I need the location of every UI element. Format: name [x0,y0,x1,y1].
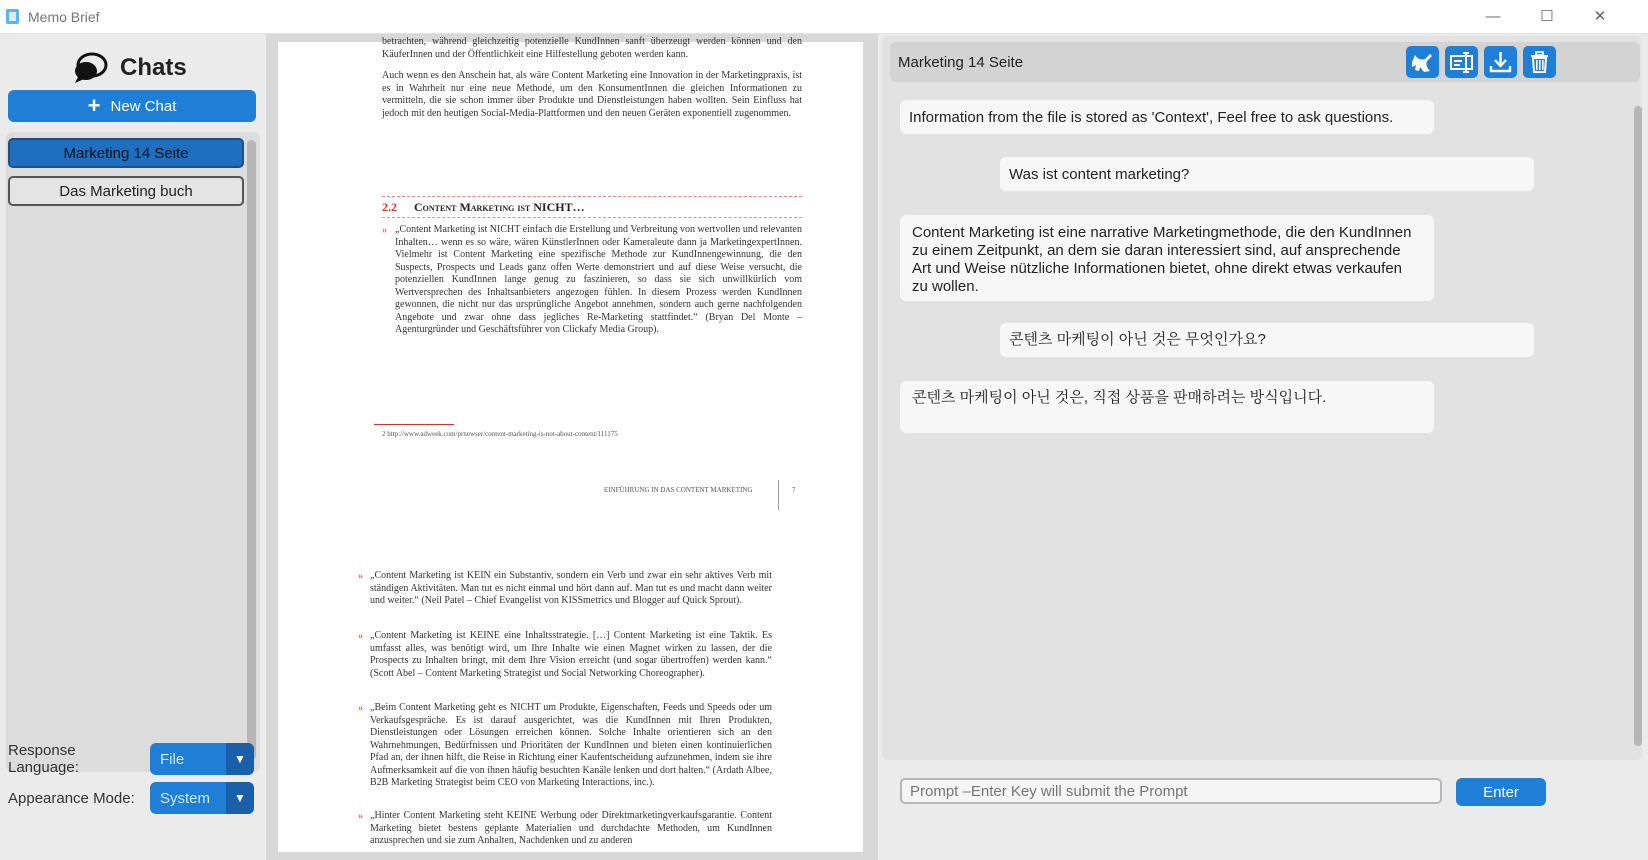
plus-icon: + [87,93,101,118]
chat-panel [880,34,1648,860]
document-page [278,36,863,852]
enter-button[interactable]: Enter [1456,778,1546,806]
section-heading [382,196,802,218]
window-title: Memo Brief [28,9,100,25]
context-button[interactable] [1445,46,1478,78]
footnote-rule [374,424,454,425]
doc-footnote: 2 http://www.adweek.com/prnewser/content-marketing-is-not-about-content/111175 [382,430,618,438]
doc-quote-3: „Content Marketing ist KEINE eine Inhaltsstrategie. […] Content Marketing ist eine Taktik. Es umfasst alles, was benötigt wird, um Ihre Inhalte wie einen Magnet wirken zu lassen, der die Prospects zu Inhalten bringt, mit dem Ihre Vision erreicht (und sogar übertroffen) werden kann.“ (Scott Abel – Content Marketing Strategist und Social Networking Choreographer). [370,630,772,679]
appearance-mode-label: Appearance Mode: [8,789,135,807]
chevron-down-icon[interactable]: ▼ [226,782,254,814]
running-head: EINFÜHRUNG IN DAS CONTENT MARKETING [604,486,753,494]
app-icon [6,9,19,24]
document-viewer [266,34,878,860]
chat-list-scrollbar[interactable] [247,140,256,760]
chats-header [72,48,187,88]
message-user: Was ist content marketing? [1000,157,1534,191]
chat-scrollbar[interactable] [1634,106,1642,746]
chat-title: Marketing 14 Seite [898,54,1024,71]
message-assistant: 콘텐츠 마케팅이 아닌 것은, 직접 상품을 판매하려는 방식입니다. [900,381,1434,433]
doc-quote-4: „Beim Content Marketing geht es NICHT um Produkte, Eigenschaften, Feeds und Speeds oder um Verkaufsgespräche. Es ist darauf ausgerichtet, was die KundInnen mit Ihren Produkten, Dienstleistungen oder Lösungen erreichen können. Solche Inhalte orientieren sich an den Wahrnehmungen, Bedürfnissen und Prioritäten der KundInnen und bieten einen kontinuierlichen Pfad an, der ihnen hilft, die Reise in Richtung einer Kaufentscheidung aufzunehmen, indem sie ihre Aufmerksamkeit auf die von ihnen häufig besuchten Kanäle lenken und dort halten.“ (Ardath Albee, B2B Marketing Strategist beim CEO von Marketing Interactions, inc.). [370,702,772,788]
section-number: 2.2 [382,200,397,214]
message-assistant: Content Marketing ist eine narrative Marketingmethode, die den KundInnen zu einem Zeitpunkt, an dem sie daran interessiert sind, auf ansprechende Art und Weise nützliche Informationen bietet, ohne direkt etwas verkaufen zu wollen. [900,215,1434,301]
chat-area [882,36,1642,760]
context-icon [1445,46,1478,78]
chevron-down-icon[interactable]: ▼ [226,743,254,775]
download-icon [1484,46,1517,78]
response-language-value: File [160,750,185,768]
new-chat-button[interactable] [8,90,256,122]
bullet-marker: » [358,631,363,642]
bullet-marker: » [358,703,363,714]
clear-chat-button[interactable] [1406,46,1439,78]
chat-item-marketing-14-seite[interactable]: Marketing 14 Seite [8,138,244,168]
close-button[interactable]: ✕ [1593,8,1607,25]
page-number: 7 [792,486,796,494]
doc-quote-5: „Hinter Content Marketing steht KEINE Werbung oder Direktmarketingverkaufsgarantie. Content Marketing bietet bestens geplante Materialien und durchdachte Methoden, um KundInnen anzusprechen und sie zum Anhalten, Nachdenken und zu anderen [370,810,772,846]
doc-quote-1: „Content Marketing ist NICHT einfach die Erstellung und Verbreitung von wertvollen und relevanten Inhalten… wenn es so wäre, wären KünstlerInnen oder Kameraleute dann ja MarketingexpertInnen. Vielmehr ist Content Marketing eine spezifische Methode zur KundInnengewinnung, die den Suspects, Prospects und Leads ganz offen Werte demonstriert und auf diese Weise versucht, die potenziellen KundInnen lange genug zu faszinieren, so dass sie sich unwillkürlich vom Wertversprechen des Inhaltsanbieters angezogen fühlen. In diesem Prozess werden KundInnen gewonnen, die nicht nur das ursprüngliche Angebot annehmen, sondern auch gerne nachfolgenden Angebote und zwar ohne dass jegliches Re-Marketing stattfindet.“ (Bryan Del Monte – Agenturgründer und Geschäftsführer von Clickafy Media Group). [395,224,802,335]
appearance-mode-row [8,782,254,814]
doc-paragraph-intro: Auch wenn es den Anschein hat, als wäre Content Marketing eine Innovation in der Marketingpraxis, ist es in Wahrheit nur eine neue Methode, um den KonsumentInnen die gleichen Informationen zu vermitteln, die sie schon immer über Produkte und Dienstleistungen haben wollten. Sein Einfluss hat jedoch mit den heutigen Social-Media-Plattformen und den neuen Geräten exponentiell zugenommen. [382,70,802,119]
bullet-marker: » [358,571,363,582]
doc-fragment-top: betrachten, während gleichzeitig potenzielle KundInnen sanft überzeugt werden können und den KäuferInnen und der Öffentlichkeit eine Hilfestellung geboten werden kann. [382,36,802,60]
trash-icon [1523,46,1556,78]
chat-bubbles-icon [72,52,108,84]
appearance-mode-value: System [160,789,211,807]
bullet-marker: » [382,225,387,236]
chats-title: Chats [120,54,187,81]
broom-icon [1406,46,1439,78]
response-language-row [8,742,254,776]
bullet-marker: » [358,811,363,822]
message-user: 콘텐츠 마케팅이 아닌 것은 무엇인가요? [1000,323,1534,357]
download-button[interactable] [1484,46,1517,78]
title-bar [0,0,1648,34]
maximize-button[interactable]: ☐ [1540,8,1554,25]
appearance-mode-select[interactable] [150,782,254,814]
section-title: Content Marketing ist NICHT… [414,200,585,214]
page-separator [778,480,779,510]
minimize-button[interactable]: — [1485,8,1501,25]
response-language-label: Response Language: [8,742,79,776]
delete-chat-button[interactable] [1523,46,1556,78]
prompt-input[interactable] [900,778,1442,804]
doc-quote-2: „Content Marketing ist KEIN ein Substantiv, sondern ein Verb und zwar ein sehr aktives Verb mit ständigen Aktivitäten. Man tut es nicht einmal und hört dann auf. Man tut es und macht dann weiter und weiter.“ (Neil Patel – Chief Evangelist von KISSmetrics und Blogger auf Quick Sprout). [370,570,772,606]
chat-list [6,132,260,772]
chat-item-das-marketing-buch[interactable]: Das Marketing buch [8,176,244,206]
chat-header [890,42,1640,82]
message-system: Information from the file is stored as 'Context', Feel free to ask questions. [900,100,1434,134]
response-language-select[interactable] [150,743,254,775]
sidebar [0,34,264,860]
new-chat-label: New Chat [110,97,177,115]
